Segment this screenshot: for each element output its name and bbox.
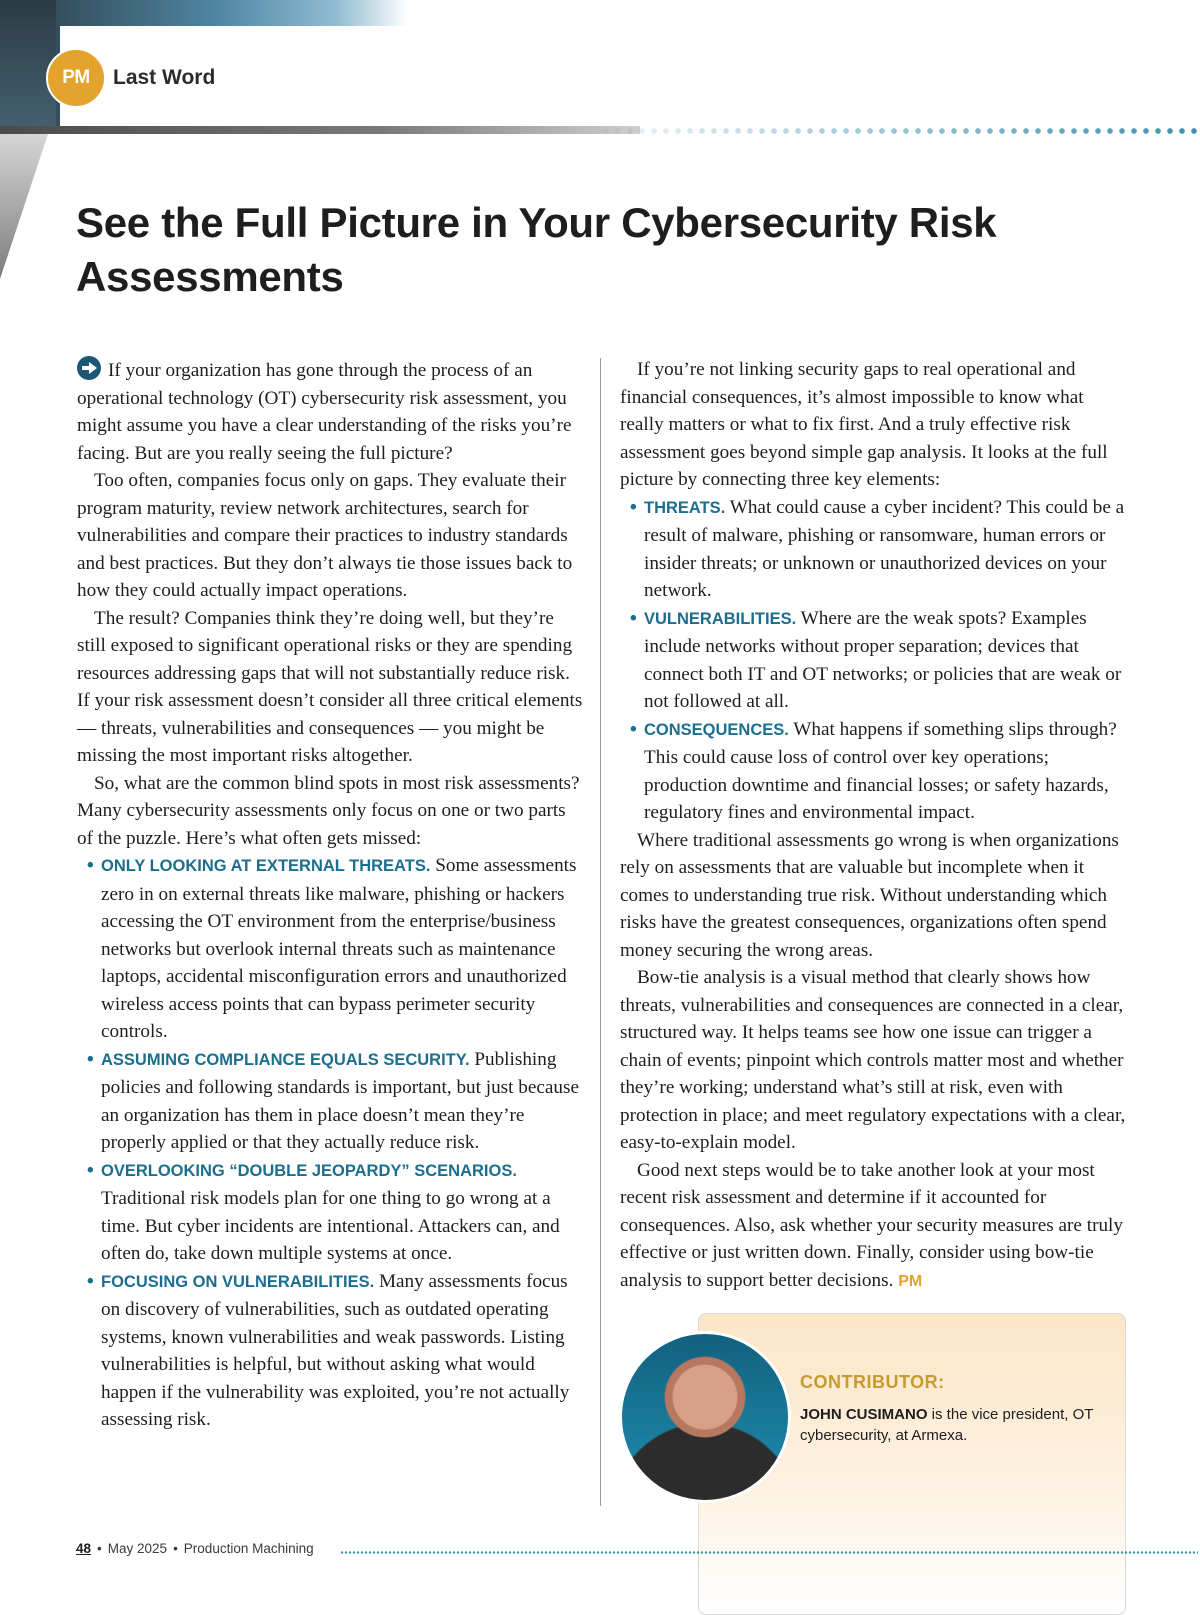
- list-item: [620, 716, 1128, 827]
- body-paragraph: So, what are the common blind spots in most risk assessments? Many cybersecurity assessments only focus on one or two parts of the puzzle. Here’s what often gets missed:: [77, 772, 580, 849]
- right-column: [620, 356, 1128, 1295]
- header-rule: [0, 126, 640, 134]
- body-paragraph: Too often, companies focus only on gaps. They evaluate their program maturity, review network architectures, search for vulnerabilities and compare their practices to industry standards and best practices. But they don’t always tie those issues back to how they could actually impact operations.: [77, 470, 573, 601]
- left-column: [77, 356, 585, 1434]
- header-corner-band: [0, 0, 56, 128]
- publication-name: Production Machining: [183, 1541, 314, 1556]
- bullet-dot: •: [87, 1270, 94, 1292]
- list-item-text: Traditional risk models plan for one thing to go wrong at a time. But cyber incidents are intentional. Attackers can, and often do, take down multiple systems at once.: [101, 1188, 560, 1264]
- column-divider: [600, 358, 601, 1506]
- arrow-right-icon: [77, 356, 101, 380]
- list-item-keyword: OVERLOOKING “DOUBLE JEOPARDY” SCENARIOS.: [101, 1161, 517, 1180]
- list-item: [77, 1268, 585, 1434]
- bullet-dot: •: [87, 1159, 94, 1181]
- bullet-dot: •: [630, 607, 637, 629]
- list-item-text: Publishing policies and following standards is important, but just because an organization has them in place doesn’t mean they’re properly applied or that they actually reduce risk.: [101, 1048, 580, 1153]
- body-paragraph: Bow-tie analysis is a visual method that clearly shows how threats, vulnerabilities and consequences are connected in a clear, structured way. It helps teams see how one issue can trigger a chain of events; pinpoint which controls matter most and whether they’re working; understand what’s still at risk, even with protection in place; and meet regulatory expectations with a clear, easy-to-explain model.: [620, 967, 1126, 1153]
- contributor-label: CONTRIBUTOR:: [800, 1372, 945, 1392]
- closing-paragraph: [620, 1157, 1128, 1296]
- bullet-dot: •: [87, 1048, 94, 1070]
- contributor-bio-text: is the vice president, OT cybersecurity, at Armexa.: [800, 1406, 1094, 1444]
- list-item-keyword: VULNERABILITIES.: [644, 609, 797, 628]
- footer-dotted-rule: [340, 1551, 1198, 1554]
- contributor-bio: [800, 1404, 1110, 1446]
- list-item-keyword: FOCUSING ON VULNERABILITIES.: [101, 1272, 375, 1291]
- contributor-name: JOHN CUSIMANO: [800, 1406, 928, 1423]
- section-label: Last Word: [113, 66, 216, 89]
- page-number: 48: [76, 1541, 92, 1556]
- list-item-keyword: THREATS.: [644, 498, 726, 517]
- list-item-text: What could cause a cyber incident? This could be a result of malware, phishing or ransomware, human errors or insider threats; or unknown or unauthorized devices on your network.: [644, 496, 1125, 601]
- list-item-text: Some assessments zero in on external threats like malware, phishing or hackers accessing the OT environment from the enterprise/business networks but overlook internal threats such as maintenance laptops, accidental misconfiguration errors and unauthorized wireless access points that can bypass perimeter security controls.: [101, 855, 577, 1042]
- bullet-dot: •: [87, 855, 94, 876]
- list-item-text: Many assessments focus on discovery of vulnerabilities, such as outdated operating systems, known vulnerabilities and weak passwords. Listing vulnerabilities is helpful, but without asking what would happen if the vulnerability was exploited, you’re not actually assessing risk.: [101, 1270, 570, 1430]
- body-paragraph: Where traditional assessments go wrong is when organizations rely on assessments that are valuable but incomplete when it comes to understanding true risk. Without understanding which risks have the greatest consequences, organizations often spend money securing the wrong areas.: [620, 829, 1119, 961]
- list-item-text: What happens if something slips through? This could cause loss of control over key operations; production downtime and financial losses; or safety hazards, regulatory fines and environmental impact.: [644, 718, 1117, 823]
- header-background: [60, 26, 1200, 128]
- end-mark: PM: [898, 1272, 923, 1290]
- list-item-keyword: ASSUMING COMPLIANCE EQUALS SECURITY.: [101, 1050, 470, 1069]
- bullet-dot: •: [630, 496, 637, 518]
- intro-paragraph: [77, 356, 585, 467]
- list-item-keyword: ONLY LOOKING AT EXTERNAL THREATS.: [101, 857, 431, 875]
- list-item: [77, 852, 585, 1046]
- side-wedge-decoration: [0, 134, 48, 279]
- header-dotted-rule: [600, 127, 1198, 135]
- contributor-photo: [619, 1331, 791, 1503]
- list-item: [620, 494, 1128, 605]
- blind-spots-list: [77, 852, 585, 1434]
- footer-separator: •: [173, 1541, 178, 1556]
- list-item: [620, 605, 1128, 716]
- key-elements-list: [620, 494, 1128, 827]
- pm-logo-badge: PM: [46, 48, 106, 108]
- body-paragraph: If you’re not linking security gaps to real operational and financial consequences, it’s almost impossible to know what really matters or what to fix first. And a truly effective risk assessment goes beyond simple gap analysis. It looks at the full picture by connecting three key elements:: [620, 359, 1108, 490]
- page-footer: [76, 1541, 314, 1556]
- bullet-dot: •: [630, 718, 637, 740]
- list-item-text: Where are the weak spots? Examples include networks without proper separation; devices that connect both IT and OT networks; or policies that are weak or not followed at all.: [644, 607, 1122, 712]
- closing-text: Good next steps would be to take another look at your most recent risk assessment and determine if it accounted for consequences. Also, ask whether your security measures are truly effective or just written down. Finally, consider using bow-tie analysis to support better decisions.: [620, 1159, 1123, 1291]
- body-paragraph: The result? Companies think they’re doing well, but they’re still exposed to significant operational risks or they are spending resources addressing gaps that will not substantially reduce risk. If your risk assessment doesn’t consider all three critical elements — threats, vulnerabilities and consequences — you might be missing the most important risks altogether.: [77, 607, 583, 766]
- list-item: [77, 1046, 585, 1157]
- list-item: [77, 1157, 585, 1268]
- issue-date: May 2025: [107, 1541, 168, 1556]
- footer-separator: •: [97, 1541, 102, 1556]
- list-item-keyword: CONSEQUENCES.: [644, 720, 789, 739]
- intro-text: If your organization has gone through the process of an operational technology (OT) cybersecurity risk assessment, you might assume you have a clear understanding of the risks you’re facing. But are you really seeing the full picture?: [77, 360, 572, 464]
- article-title: See the Full Picture in Your Cybersecurity Risk Assessments: [76, 199, 997, 300]
